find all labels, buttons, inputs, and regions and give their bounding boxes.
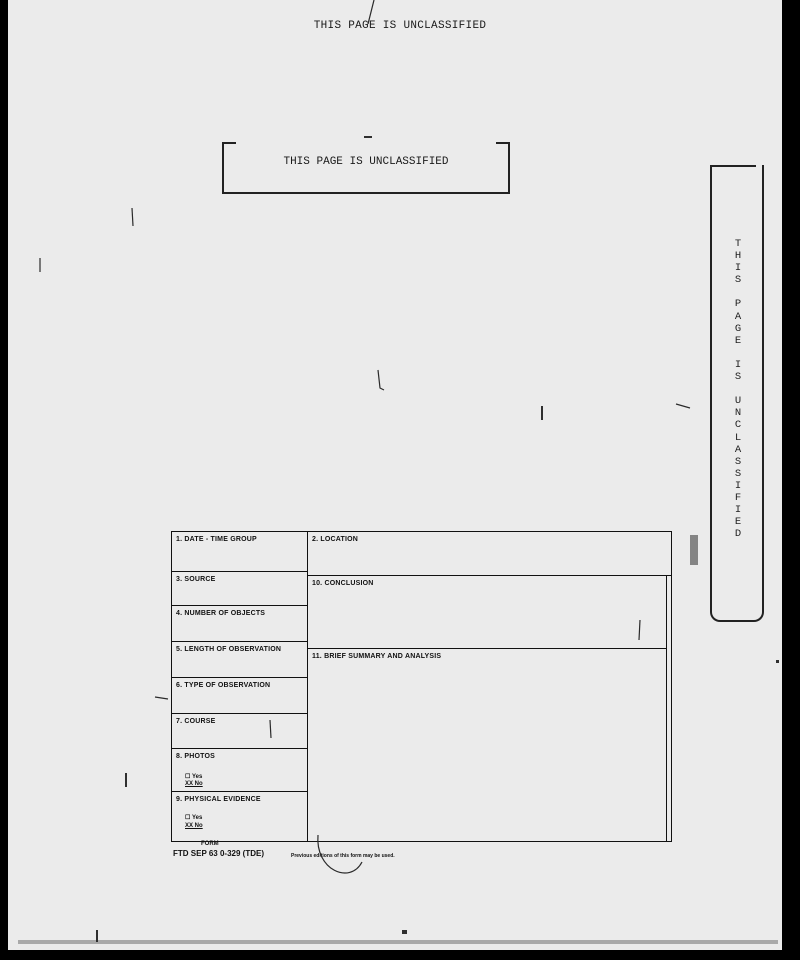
side-stamp-letter: H (734, 250, 742, 263)
side-stamp-letter: I (734, 479, 742, 492)
field-length-of-observation (172, 642, 308, 678)
side-stamp-letter: S (734, 274, 742, 287)
field-date-time-group (172, 532, 308, 572)
side-stamp-letter: E (734, 516, 742, 529)
side-stamp-letter: A (734, 443, 742, 456)
label-number-of-objects: 4. NUMBER OF OBJECTS (176, 610, 266, 617)
side-classification-text (730, 238, 746, 540)
label-location: 2. LOCATION (312, 536, 359, 543)
classification-stamp (222, 142, 510, 194)
side-stamp-letter: I (734, 358, 742, 371)
form-word: FORM (201, 841, 219, 847)
label-type-of-observation: 6. TYPE OF OBSERVATION (176, 682, 271, 689)
field-brief-summary (308, 649, 667, 841)
top-classification-banner: THIS PAGE IS UNCLASSIFIED (313, 20, 487, 32)
classification-stamp-text: THIS PAGE IS UNCLASSIFIED (283, 156, 449, 168)
field-physical-evidence (172, 792, 308, 841)
label-conclusion: 10. CONCLUSION (312, 580, 374, 587)
side-stamp-letter: F (734, 491, 742, 504)
photos-yes-checkbox: ☐ Yes (185, 774, 203, 780)
side-stamp-letter: P (734, 298, 742, 311)
physical-yes-checkbox: ☐ Yes (185, 815, 203, 821)
side-stamp-letter (730, 383, 746, 395)
side-stamp-letter: N (734, 407, 742, 420)
field-type-of-observation (172, 678, 308, 714)
field-conclusion (308, 576, 667, 649)
side-stamp-letter: A (734, 310, 742, 323)
side-stamp-letter (730, 347, 746, 359)
label-source: 3. SOURCE (176, 576, 216, 583)
field-course (172, 714, 308, 749)
side-stamp-letter: I (734, 262, 742, 275)
field-number-of-objects (172, 606, 308, 642)
photos-no-checkbox: XX No (185, 781, 203, 787)
side-stamp-letter: U (734, 395, 742, 408)
label-course: 7. COURSE (176, 718, 216, 725)
label-length-of-observation: 5. LENGTH OF OBSERVATION (176, 646, 282, 653)
form-code: FTD SEP 63 0-329 (TDE) (173, 849, 264, 858)
side-stamp-letter: T (734, 238, 742, 250)
field-source (172, 572, 308, 606)
label-brief-summary: 11. BRIEF SUMMARY AND ANALYSIS (312, 653, 442, 660)
label-date-time-group: 1. DATE - TIME GROUP (176, 536, 257, 543)
project-report-form (171, 531, 672, 842)
side-stamp-letter: E (734, 334, 742, 347)
side-stamp-letter: S (734, 467, 742, 480)
side-stamp-letter: S (734, 455, 742, 468)
side-stamp-letter: G (734, 322, 742, 335)
previous-editions-note: Previous editions of this form may be used. (291, 853, 395, 859)
field-location (308, 532, 671, 576)
side-stamp-letter: D (734, 528, 742, 541)
side-stamp-letter: I (734, 504, 742, 517)
label-photos: 8. PHOTOS (176, 753, 216, 760)
label-physical-evidence: 9. PHYSICAL EVIDENCE (176, 796, 261, 803)
side-stamp-letter: C (734, 419, 742, 432)
side-stamp-letter: L (734, 431, 742, 444)
field-photos (172, 749, 308, 792)
side-stamp-letter: S (734, 371, 742, 384)
physical-no-checkbox: XX No (185, 823, 203, 829)
side-stamp-letter (730, 286, 746, 298)
